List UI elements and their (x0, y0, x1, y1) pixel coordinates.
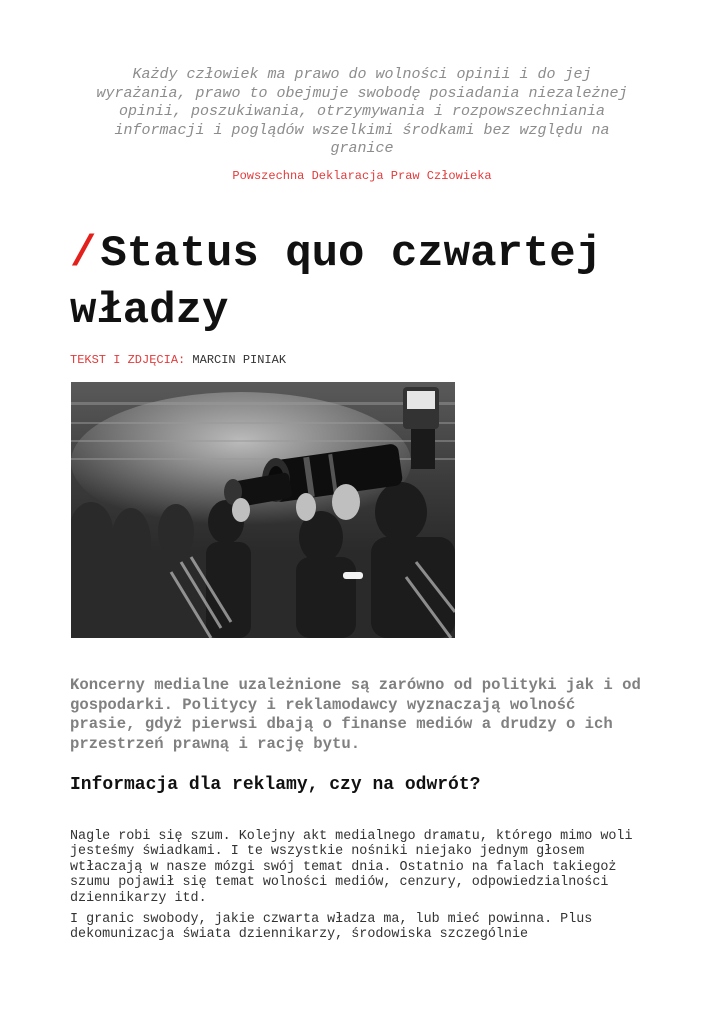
article-title (70, 226, 670, 340)
epigraph-source: Powszechna Deklaracja Praw Człowieka (232, 169, 492, 183)
section-heading: Informacja dla reklamy, czy na odwrót? (70, 775, 481, 795)
epigraph-quote: Każdy człowiek ma prawo do wolności opinii i do jej wyrażania, prawo to obejmuje swobodę posiadania niezależnej opinii, poszukiwania, otrzymywania i rozpowszechniania informacji i poglądów wszelkimi środkami bez względu na granice (96, 66, 628, 157)
article-lead: Koncerny medialne uzależnione są zarówno od polityki jak i od gospodarki. Politycy i reklamodawcy wyznaczają wolność prasie, gdyż pierwsi dbają o finanse mediów a drudzy o ich przestrzeń prawną i rację bytu. (70, 676, 641, 753)
body-paragraph: Nagle robi się szum. Kolejny akt medialnego dramatu, którego mimo woli jesteśmy świadkami. I te wszystkie nośniki niejako jednym głosem wtłaczają w nasze mózgi swój temat dnia. Ostatnio na falach takiegoż szumu pojawił się temat wolności mediów, cenzury, odpowiedzialności dziennikarzy itd. (70, 829, 633, 906)
article-title-text: Status quo czwartej władzy (70, 229, 603, 336)
title-slash-mark: / (70, 229, 97, 279)
photo-illustration (71, 382, 455, 638)
photographers-photo (71, 382, 455, 638)
body-paragraph: I granic swobody, jakie czwarta władza ma, lub mieć powinna. Plus dekomunizacja świata dziennikarzy, środowiska szczególnie (70, 912, 593, 943)
byline (70, 353, 286, 367)
byline-author: MARCIN PINIAK (192, 353, 287, 367)
byline-label: TEKST I ZDJĘCIA: (70, 353, 186, 367)
article-body (70, 829, 660, 949)
